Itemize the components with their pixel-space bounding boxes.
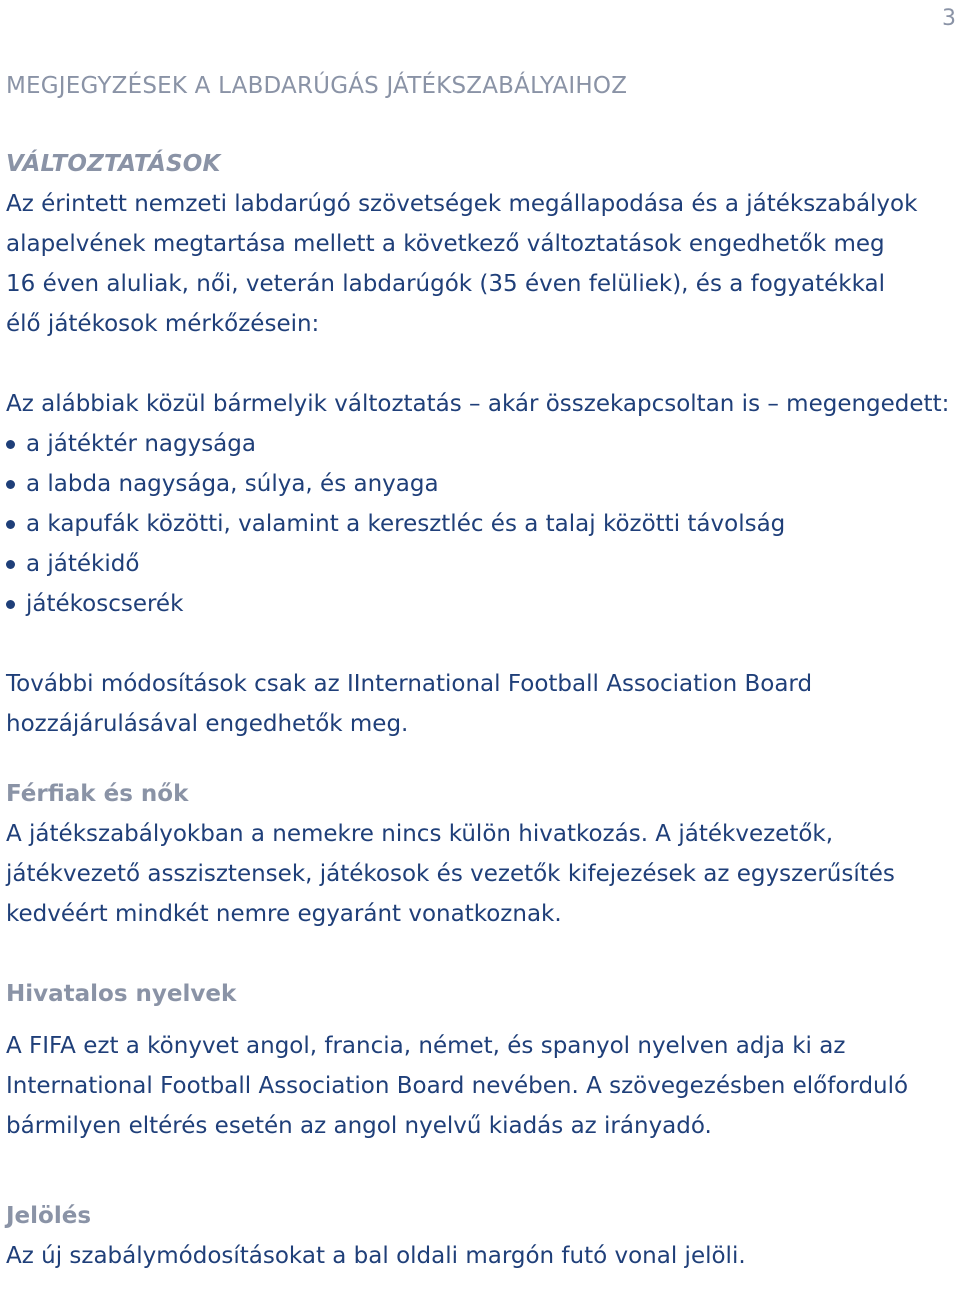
list-item (6, 544, 946, 584)
men-women-line: kedvéért mindkét nemre egyaránt vonatkoznak. (6, 901, 562, 927)
bullet-icon (6, 440, 15, 449)
notation-section (6, 1196, 946, 1276)
changes-bullet-list (6, 424, 946, 624)
changes-further-line: További módosítások csak az IInternational Football Association Board (6, 671, 813, 697)
list-item-text: a játéktér nagysága (26, 431, 256, 457)
notation-line: Az új szabálymódosításokat a bal oldali margón futó vonal jelöli. (6, 1243, 746, 1269)
changes-intro-line: Az érintett nemzeti labdarúgó szövetségek megállapodása és a játékszabályok (6, 191, 918, 217)
men-women-line: játékvezető asszisztensek, játékosok és vezetők kifejezések az egyszerűsítés (6, 861, 895, 887)
list-item (6, 504, 946, 544)
men-women-section (6, 774, 946, 934)
languages-heading: Hivatalos nyelvek (6, 981, 237, 1007)
men-women-heading: Férfiak és nők (6, 781, 189, 807)
languages-line: bármilyen eltérés esetén az angol nyelvű kiadás az irányadó. (6, 1113, 712, 1139)
changes-heading: VÁLTOZTATÁSOK (6, 151, 221, 177)
list-item-text: a labda nagysága, súlya, és anyaga (26, 471, 439, 497)
bullet-icon (6, 520, 15, 529)
notation-heading: Jelölés (6, 1203, 92, 1229)
languages-line: International Football Association Board nevében. A szövegezésben előforduló (6, 1073, 909, 1099)
list-item-text: a kapufák közötti, valamint a keresztléc és a talaj közötti távolság (26, 511, 786, 537)
languages-section (6, 974, 946, 1146)
changes-section (6, 144, 950, 744)
changes-intro-line: élő játékosok mérkőzésein: (6, 311, 320, 337)
changes-intro-line: 16 éven aluliak, női, veterán labdarúgók (35 éven felüliek), és a fogyatékkal (6, 271, 886, 297)
men-women-line: A játékszabályokban a nemekre nincs külön hivatkozás. A játékvezetők, (6, 821, 834, 847)
document-body (6, 66, 950, 1276)
changes-further-line: hozzájárulásával engedhetők meg. (6, 711, 409, 737)
list-item (6, 584, 946, 624)
bullet-icon (6, 560, 15, 569)
bullet-icon (6, 600, 15, 609)
page-number: 3 (942, 6, 956, 31)
list-item (6, 424, 946, 464)
changes-intro-line: alapelvének megtartása mellett a következő változtatások engedhetők meg (6, 231, 885, 257)
changes-lead: Az alábbiak közül bármelyik változtatás – akár összekapcsoltan is – megengedett: (6, 391, 950, 417)
languages-line: A FIFA ezt a könyvet angol, francia, német, és spanyol nyelven adja ki az (6, 1033, 846, 1059)
list-item-text: a játékidő (26, 551, 140, 577)
bullet-icon (6, 480, 15, 489)
list-item-text: játékoscserék (26, 591, 184, 617)
list-item (6, 464, 946, 504)
document-title: MEGJEGYZÉSEK A LABDARÚGÁS JÁTÉKSZABÁLYAIHOZ (6, 73, 628, 99)
